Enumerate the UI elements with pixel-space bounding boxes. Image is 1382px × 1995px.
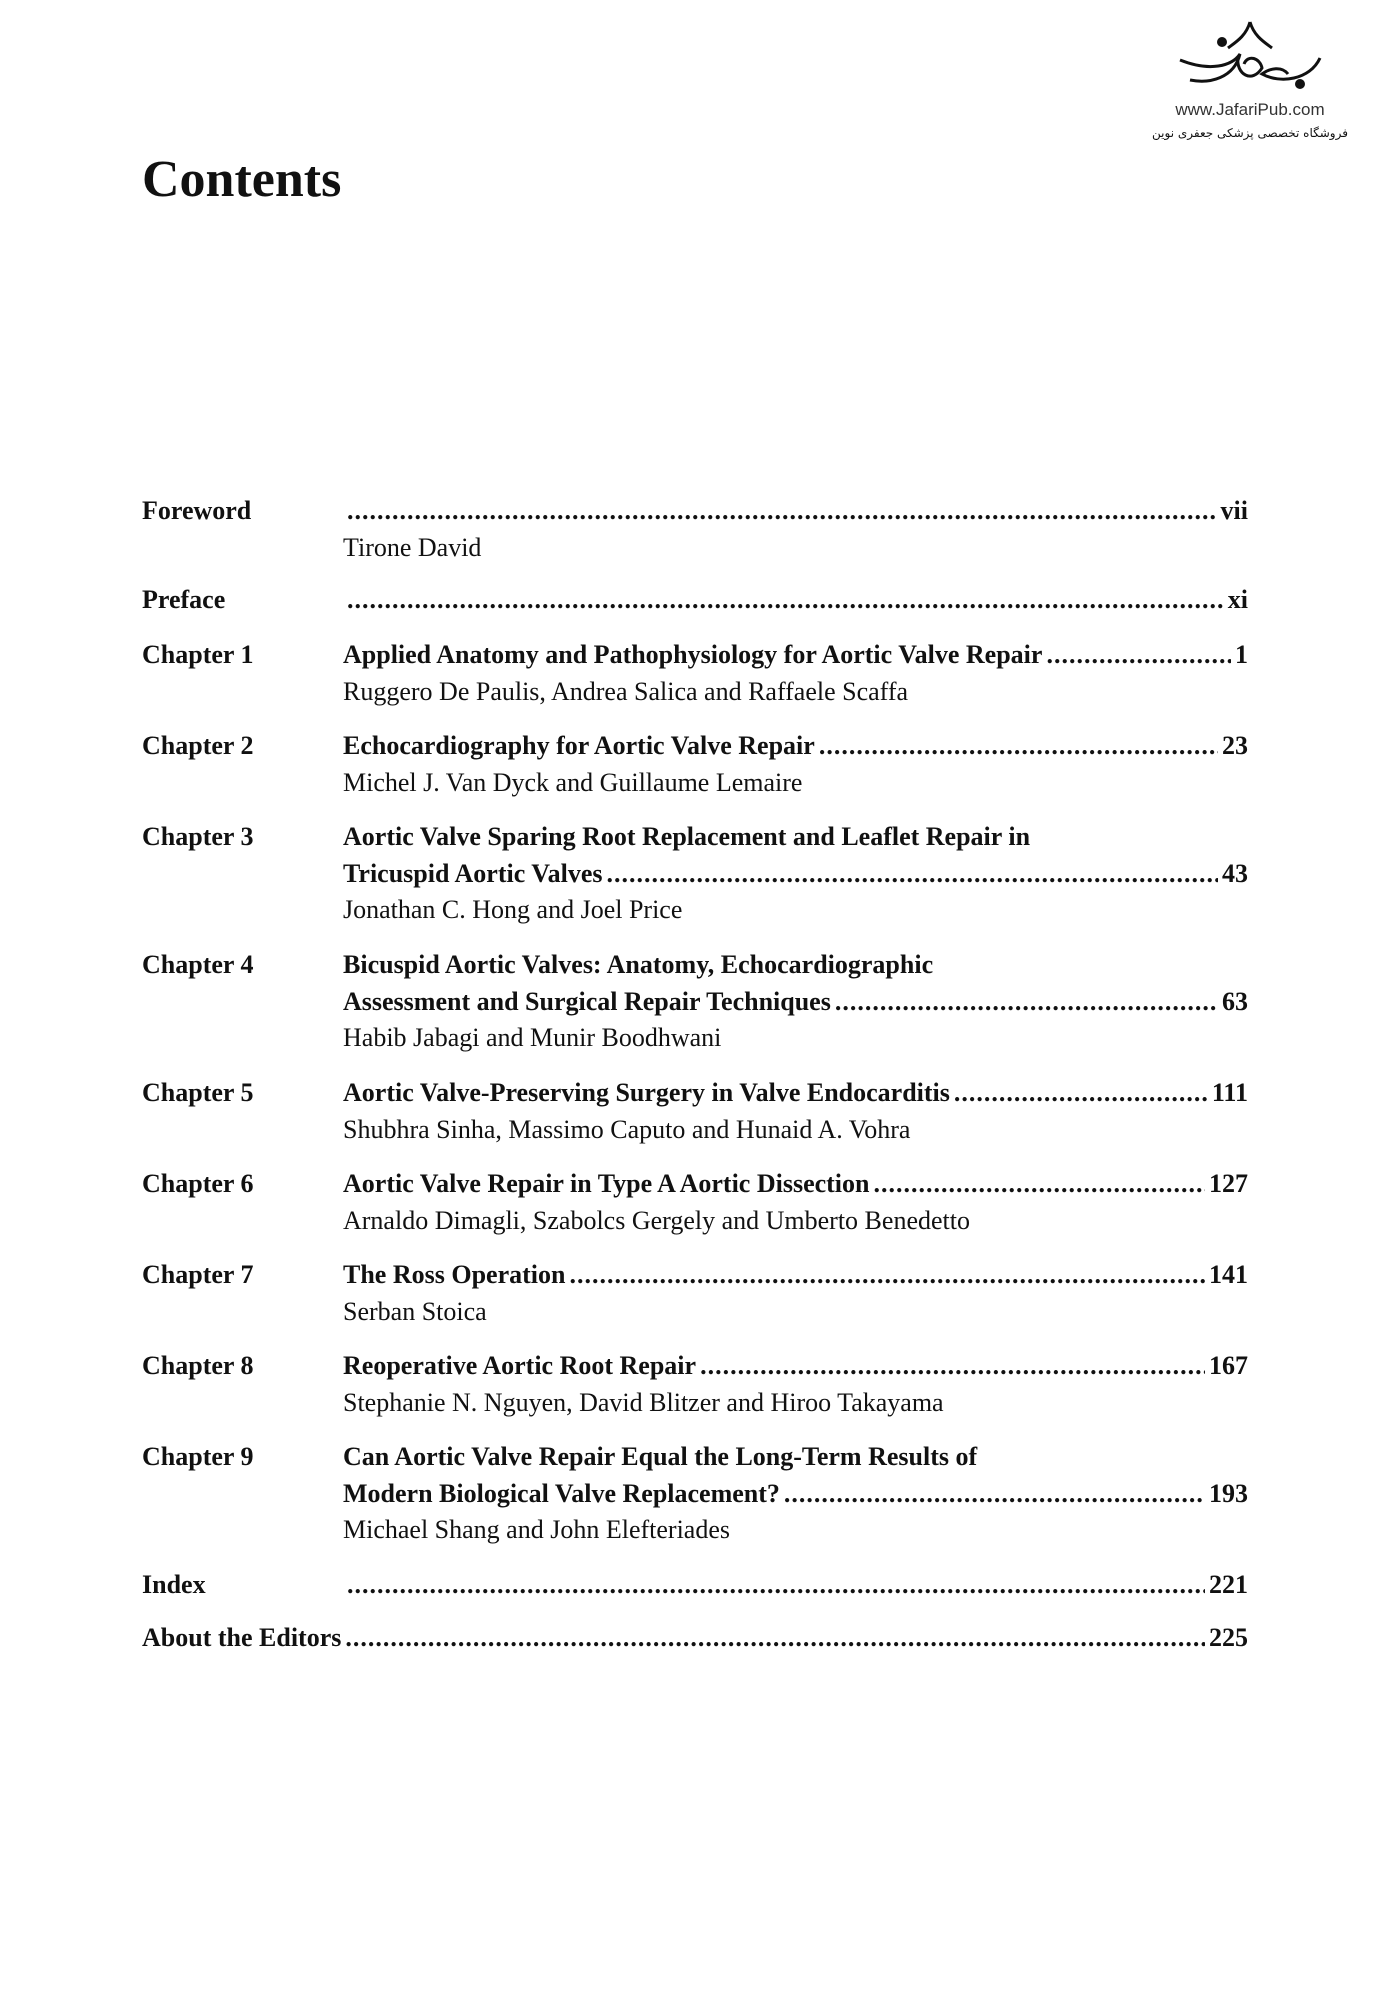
entry-title: Aortic Valve Sparing Root Replacement and Leaflet Repair in <box>343 822 1031 851</box>
entry-title: Echocardiography for Aortic Valve Repair <box>343 731 815 760</box>
entry-page: 193 <box>1209 1478 1248 1508</box>
toc-entry[interactable] <box>142 493 1248 566</box>
entry-title: Assessment and Surgical Repair Techniques <box>343 986 831 1016</box>
entry-title: Applied Anatomy and Pathophysiology for Aortic Valve Repair <box>343 640 1043 669</box>
dot-leader <box>607 856 1218 893</box>
dot-leader <box>954 1075 1208 1112</box>
entry-title: Tricuspid Aortic Valves <box>343 858 603 888</box>
page-title: Contents <box>142 151 342 208</box>
dot-leader <box>347 1567 1205 1604</box>
dot-leader <box>784 1476 1205 1513</box>
toc-entry[interactable] <box>142 819 1248 929</box>
toc-entry[interactable] <box>142 1439 1248 1549</box>
toc-entry[interactable] <box>142 1075 1248 1148</box>
dot-leader <box>345 1620 1205 1657</box>
entry-page: 167 <box>1209 1351 1248 1380</box>
entry-page: 1 <box>1235 640 1248 669</box>
entry-authors: Michel J. Van Dyck and Guillaume Lemaire <box>343 767 803 797</box>
entry-authors: Arnaldo Dimagli, Szabolcs Gergely and Umberto Benedetto <box>343 1205 970 1235</box>
calligraphy-logo-icon <box>1170 18 1330 98</box>
publisher-tagline: فروشگاه تخصصی پزشکی جعفری نوین <box>1152 126 1348 140</box>
entry-title: About the Editors <box>142 1623 342 1652</box>
publisher-url: www.JafariPub.com <box>1175 100 1325 119</box>
entry-title: The Ross Operation <box>343 1260 566 1289</box>
entry-authors: Habib Jabagi and Munir Boodhwani <box>343 1023 722 1052</box>
entry-page: 127 <box>1209 1169 1248 1198</box>
entry-title: Reoperative Aortic Root Repair <box>343 1351 697 1380</box>
toc-entry-about-editors[interactable] <box>142 1620 1248 1657</box>
entry-label: Chapter 1 <box>142 640 254 669</box>
entry-page: xi <box>1227 585 1248 614</box>
entry-title: Modern Biological Valve Replacement? <box>343 1478 780 1508</box>
entry-label: Preface <box>142 585 226 614</box>
entry-title: Can Aortic Valve Repair Equal the Long-Term Results of <box>343 1442 978 1471</box>
entry-authors: Tirone David <box>343 532 482 562</box>
entry-label: Chapter 3 <box>142 822 254 851</box>
entry-page: 141 <box>1209 1260 1248 1289</box>
entry-page: 43 <box>1222 858 1248 888</box>
dot-leader <box>347 582 1224 619</box>
dot-leader <box>874 1166 1206 1203</box>
entry-label: Chapter 5 <box>142 1078 254 1107</box>
toc-entry[interactable] <box>142 1348 1248 1421</box>
entry-authors: Shubhra Sinha, Massimo Caputo and Hunaid A. Vohra <box>343 1114 911 1144</box>
toc-entry[interactable] <box>142 1166 1248 1239</box>
entry-label: Chapter 7 <box>142 1260 254 1289</box>
entry-title: Bicuspid Aortic Valves: Anatomy, Echocardiographic <box>343 950 934 979</box>
toc-entry[interactable] <box>142 582 1248 619</box>
entry-page: 23 <box>1222 731 1248 760</box>
entry-title: Aortic Valve Repair in Type A Aortic Dissection <box>343 1169 870 1198</box>
entry-label: Index <box>142 1570 206 1599</box>
entry-authors: Stephanie N. Nguyen, David Blitzer and Hiroo Takayama <box>343 1387 944 1417</box>
entry-page: 111 <box>1211 1078 1248 1107</box>
dot-leader <box>347 493 1217 530</box>
entry-authors: Ruggero De Paulis, Andrea Salica and Raffaele Scaffa <box>343 676 909 706</box>
entry-authors: Michael Shang and John Elefteriades <box>343 1515 730 1544</box>
entry-label: Chapter 6 <box>142 1169 254 1198</box>
dot-leader <box>700 1348 1205 1385</box>
toc-entry[interactable] <box>142 1257 1248 1330</box>
entry-page: 221 <box>1209 1570 1248 1599</box>
entry-authors: Jonathan C. Hong and Joel Price <box>343 895 683 924</box>
entry-label: Chapter 2 <box>142 731 254 760</box>
entry-label: Chapter 4 <box>142 950 254 979</box>
entry-label: Chapter 8 <box>142 1351 254 1380</box>
entry-label: Chapter 9 <box>142 1442 254 1471</box>
entry-title: Aortic Valve-Preserving Surgery in Valve Endocarditis <box>343 1078 950 1107</box>
entry-label: Foreword <box>142 496 252 525</box>
entry-page: 63 <box>1222 986 1248 1016</box>
toc-entry[interactable] <box>142 1567 1248 1604</box>
dot-leader <box>569 1257 1205 1294</box>
entry-page: vii <box>1220 496 1248 525</box>
dot-leader <box>819 728 1218 765</box>
toc-entry[interactable] <box>142 637 1248 710</box>
toc-entry[interactable] <box>142 728 1248 801</box>
toc-entry[interactable] <box>142 947 1248 1057</box>
dot-leader <box>835 984 1218 1021</box>
entry-page: 225 <box>1209 1623 1248 1652</box>
entry-authors: Serban Stoica <box>343 1296 487 1326</box>
publisher-logo <box>1130 18 1370 158</box>
dot-leader <box>1046 637 1231 674</box>
